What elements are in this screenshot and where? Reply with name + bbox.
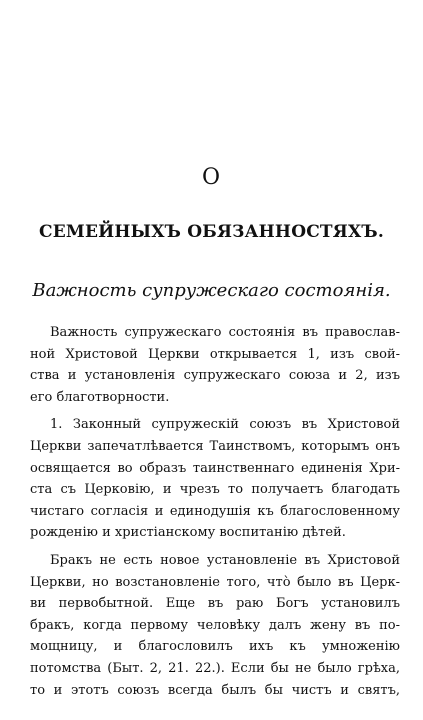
text-line: Церкви, но возстановленіе того, что̀ было въ Церк- (30, 574, 400, 590)
text-line: Бракъ не есть новое установленіе въ Христовой (50, 552, 400, 568)
text-line: ви первобытной. Еще въ раю Богъ установилъ (30, 596, 400, 612)
text-line: Церкви запечатлѣвается Таинствомъ, которымъ онъ (30, 438, 400, 454)
text-line: бракъ, когда первому человѣку далъ жену въ по- (30, 617, 400, 633)
paragraph-3 (30, 550, 400, 701)
text-line: 1. Законный супружескій союзъ въ Христовой (50, 417, 400, 433)
text-line: чистаго согласія и единодушія къ благословенному (30, 503, 400, 519)
section-title: Важность супружескаго состоянія. (32, 280, 391, 301)
paragraph-2 (30, 414, 400, 544)
body-text (30, 322, 400, 707)
text-line: рожденію и христіанскому воспитанію дѣтей. (30, 525, 346, 541)
heading-preposition: О (201, 165, 222, 190)
text-line: его благотворности. (30, 389, 170, 405)
text-line: ста съ Церковію, и чрезъ то получаетъ благодать (30, 482, 400, 498)
page-title: СЕМЕЙНЫХЪ ОБЯЗАННОСТЯХЪ. (39, 222, 384, 242)
text-line: потомства (Быт. 2, 21. 22.). Если бы не было грѣха, (30, 660, 400, 676)
text-line: ной Христовой Церкви открывается 1, изъ свой- (30, 346, 400, 362)
text-line: то и этотъ союзъ всегда былъ бы чистъ и святъ, (30, 682, 400, 698)
paragraph-1 (30, 322, 400, 408)
text-line: освящается во образъ таинственнаго единенія Хри- (30, 460, 400, 476)
text-line: Важность супружескаго состоянія въ православ- (50, 325, 400, 340)
text-line: ства и установленія супружескаго союза и 2, изъ (30, 368, 400, 384)
text-line: мощницу, и благословилъ ихъ къ умноженію (30, 639, 400, 655)
